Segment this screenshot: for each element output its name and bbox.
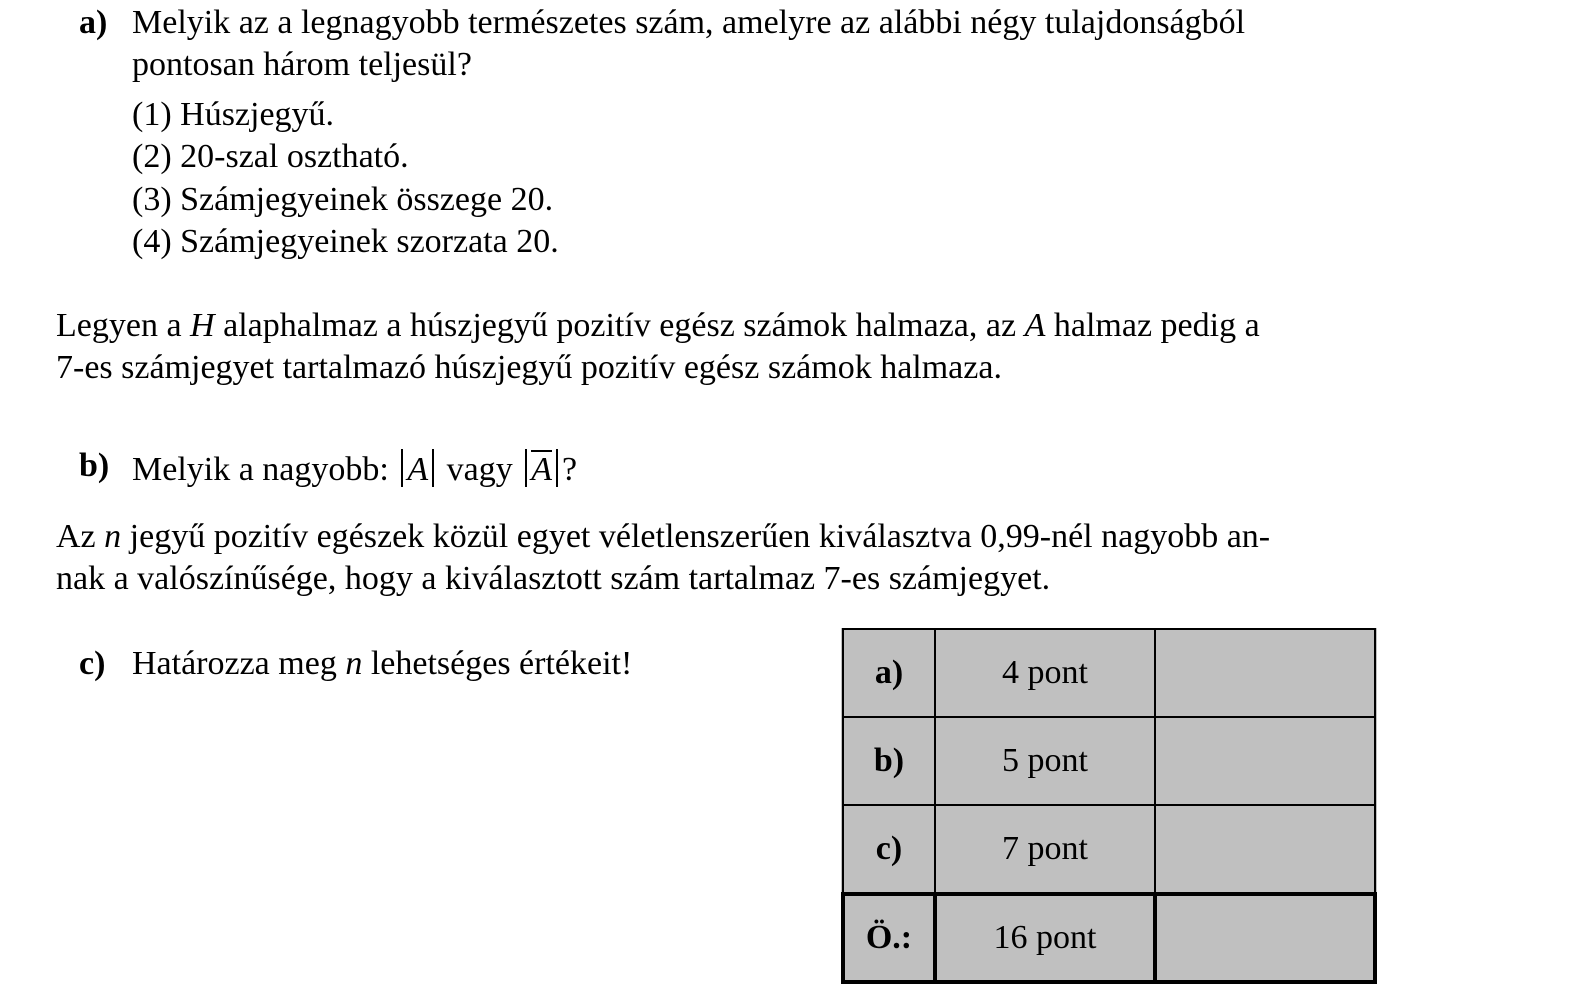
set-A-symbol: A — [1024, 307, 1046, 344]
condition-3: (3) Számjegyeinek összege 20. — [132, 181, 554, 218]
set-A-symbol: A — [407, 451, 429, 488]
score-row-points: 7 pont — [935, 805, 1155, 894]
score-row-points: 5 pont — [935, 717, 1155, 805]
score-row-score-cell — [1155, 717, 1375, 805]
part-a-label: a) — [79, 4, 108, 41]
part-a-question-line1: Melyik az a legnagyobb természetes szám, amelyre az alábbi négy tulajdonságból — [132, 4, 1246, 41]
n-symbol: n — [104, 518, 122, 555]
part-c-text: lehetséges értékeit! — [362, 645, 633, 682]
prob-intro-text: Az — [56, 518, 105, 555]
prob-intro-line2: nak a valószínűsége, hogy a kiválasztott szám tartalmaz 7-es számjegyet. — [56, 560, 1051, 597]
abs-bar-icon — [525, 449, 527, 487]
part-b-text: Melyik a nagyobb: — [132, 451, 398, 488]
score-total-points: 16 pont — [935, 894, 1155, 982]
part-b-label: b) — [79, 447, 110, 484]
abs-bar-icon — [401, 449, 403, 487]
prob-intro-line1 — [56, 520, 1270, 554]
set-A-complement-symbol: A — [531, 451, 552, 488]
part-a-question-line2: pontosan három teljesül? — [132, 46, 472, 83]
score-row-label: c) — [843, 805, 935, 894]
part-c-label: c) — [79, 645, 106, 682]
part-c-text: Határozza meg — [132, 645, 346, 682]
part-b-text: vagy — [446, 451, 513, 488]
sets-intro-text: alaphalmaz a húszjegyű pozitív egész számok halmaza, az — [214, 307, 1025, 344]
part-b-text: ? — [562, 451, 578, 488]
sets-intro-line1 — [56, 309, 1260, 343]
abs-bar-icon — [556, 449, 558, 487]
set-H-symbol: H — [190, 307, 215, 344]
part-c-question — [132, 647, 632, 681]
condition-4: (4) Számjegyeinek szorzata 20. — [132, 223, 559, 260]
prob-intro-text: jegyű pozitív egészek közül egyet véletlenszerűen kiválasztva 0,99-nél nagyobb an- — [121, 518, 1271, 555]
sets-intro-text: halmaz pedig a — [1045, 307, 1260, 344]
score-total-score-cell — [1155, 894, 1375, 982]
score-row-label: b) — [843, 717, 935, 805]
abs-bar-icon — [432, 449, 434, 487]
condition-1: (1) Húszjegyű. — [132, 96, 335, 133]
sets-intro-line2: 7-es számjegyet tartalmazó húszjegyű pozitív egész számok halmaza. — [56, 349, 1002, 386]
sets-intro-text: Legyen a — [56, 307, 191, 344]
part-b-question — [132, 449, 577, 487]
score-row-label: a) — [843, 629, 935, 717]
score-row-total — [843, 894, 1375, 982]
score-row-score-cell — [1155, 805, 1375, 894]
score-table — [841, 628, 1377, 984]
score-row-score-cell — [1155, 629, 1375, 717]
score-row-points: 4 pont — [935, 629, 1155, 717]
score-total-label: Ö.: — [843, 894, 935, 982]
score-row-b — [843, 717, 1375, 805]
score-row-c — [843, 805, 1375, 894]
condition-2: (2) 20-szal osztható. — [132, 138, 409, 175]
n-symbol: n — [345, 645, 363, 682]
score-row-a — [843, 629, 1375, 717]
